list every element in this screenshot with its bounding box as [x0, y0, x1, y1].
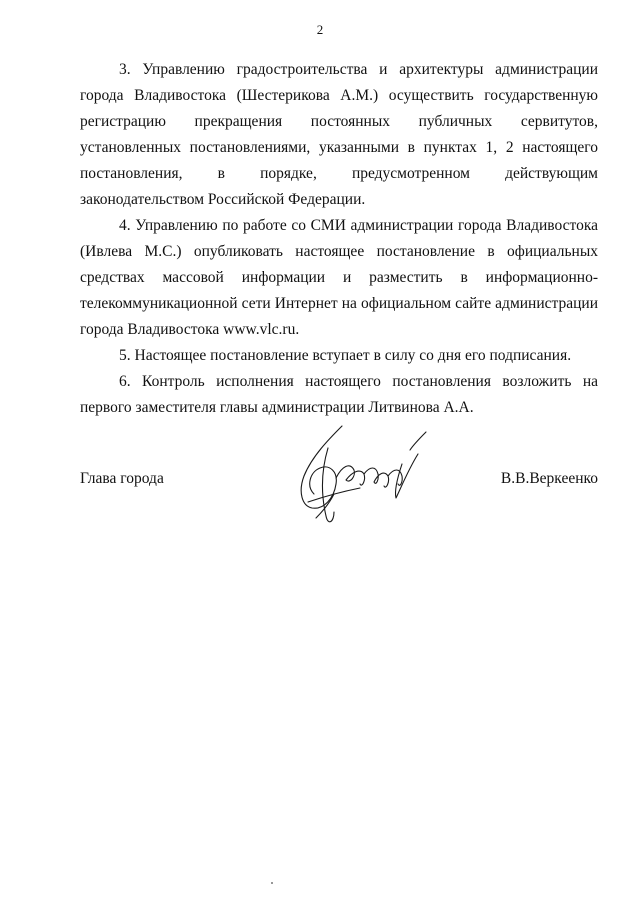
paragraph-5: 5. Настоящее постановление вступает в силу со дня его подписания. [119, 347, 572, 364]
paragraph-4: 4. Управлению по работе со СМИ администрации города Владивостока (Ивлева М.С.) опубликовать настоящее постановление в официальных средствах массовой информации и разместить в информационно-телекоммуникационной сети Интернет на официальном сайте администрации города Владивостока www.vlc.ru. [80, 217, 598, 338]
signature-block [80, 470, 598, 500]
document-body [80, 57, 598, 421]
signatory-title: Глава города [80, 470, 164, 487]
scan-speck [271, 882, 273, 884]
paragraph-3: 3. Управлению градостроительства и архитектуры администрации города Владивостока (Шестерикова А.М.) осуществить государственную регистрацию прекращения постоянных публичных сервитутов, установленных постановлениями, указанными в пунктах 1, 2 настоящего постановления, в порядке, предусмотренном действующим законодательством Российской Федерации. [80, 61, 598, 208]
page-number: 2 [316, 22, 324, 37]
signatory-name: В.В.Веркеенко [500, 470, 598, 487]
paragraph-6: 6. Контроль исполнения настоящего постановления возложить на первого заместителя главы администрации Литвинова А.А. [80, 373, 598, 416]
